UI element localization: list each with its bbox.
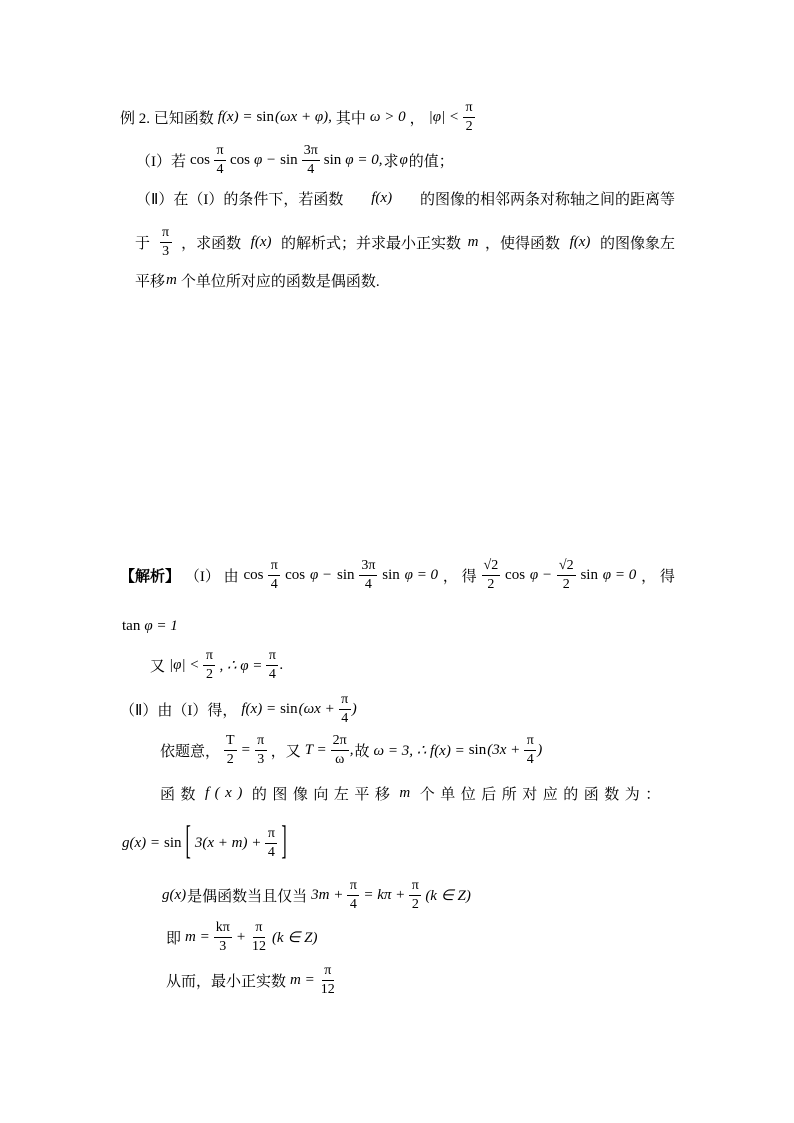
fraction-denominator: 3 — [219, 938, 227, 954]
fraction-numerator: π — [160, 225, 172, 243]
fraction — [250, 920, 268, 955]
math-expression: , — [349, 741, 354, 758]
fraction-denominator: 4 — [216, 161, 224, 177]
solution-line-5 — [160, 728, 542, 772]
math-function: sin — [337, 566, 355, 583]
math-expression: |φ| < — [169, 656, 200, 673]
fraction-numerator: π — [463, 100, 475, 118]
math-expression: 3m + — [311, 886, 344, 903]
math-function: sin — [164, 834, 182, 851]
fraction — [268, 558, 280, 593]
math-expression: + — [235, 928, 246, 945]
math-expression: φ = 0, — [345, 151, 383, 168]
fraction-denominator: 4 — [364, 576, 372, 592]
text-run: 的图像象左 — [599, 235, 675, 252]
math-expression: = — [240, 741, 251, 758]
text-run: 求 — [383, 153, 399, 170]
fraction-numerator: 3π — [359, 558, 377, 576]
math-expression: = kπ + — [363, 886, 406, 903]
fraction-numerator: π — [255, 733, 267, 751]
text-run: 函数 — [160, 786, 202, 803]
math-expression: m — [467, 233, 479, 250]
math-expression: |φ| < — [428, 108, 460, 125]
text-run: （I）若 — [136, 153, 186, 170]
question-line-3 — [136, 176, 675, 220]
text-run: 其中 — [335, 110, 366, 127]
math-function: cos — [285, 566, 306, 583]
text-run: 的图像的相邻两条对称轴之间的距离等 — [419, 191, 675, 208]
math-expression: φ − — [254, 151, 277, 168]
text-run: ， 得 — [641, 568, 675, 585]
math-expression: f(x) — [250, 233, 272, 250]
solution-line-7 — [122, 821, 287, 865]
fraction — [214, 920, 232, 955]
fraction-denominator: 4 — [349, 896, 357, 912]
fraction-numerator: π — [266, 648, 278, 666]
math-function: sin — [280, 151, 298, 168]
fraction — [482, 558, 501, 593]
math-expression: m = — [290, 971, 315, 988]
fraction — [265, 826, 277, 861]
fraction-denominator: 3 — [162, 243, 170, 259]
math-expression: 3(x + m) + — [194, 834, 262, 851]
math-expression: f(x) — [569, 233, 591, 250]
math-expression: ) — [537, 741, 543, 758]
math-function: cos — [243, 566, 264, 583]
fraction-numerator: kπ — [214, 920, 232, 938]
text-run: 的图像向左平移 — [251, 786, 396, 803]
solution-line-9 — [166, 915, 318, 959]
fraction-denominator: 12 — [251, 938, 266, 954]
math-function: sin — [382, 566, 400, 583]
fraction — [409, 878, 421, 913]
math-expression: m = — [185, 928, 210, 945]
math-expression: φ = 0 — [404, 566, 439, 583]
question-line-5 — [135, 258, 380, 302]
fraction — [160, 225, 172, 260]
math-expression: (3x + — [487, 741, 521, 758]
fraction-denominator: 3 — [257, 751, 265, 767]
math-function: cos — [230, 151, 250, 168]
fraction — [359, 558, 377, 593]
math-function: sin — [256, 108, 274, 125]
fraction-numerator: √2 — [482, 558, 501, 576]
fraction — [224, 733, 237, 768]
math-function: sin — [280, 700, 298, 717]
fraction-numerator: π — [265, 826, 277, 844]
math-expression: T = — [304, 741, 327, 758]
fraction-denominator: 4 — [267, 844, 275, 860]
fraction-numerator: π — [214, 143, 226, 161]
text-run: ， 得 — [442, 568, 477, 585]
math-expression: ) — [351, 700, 357, 717]
fraction-denominator: 12 — [320, 981, 335, 997]
fraction-numerator: T — [224, 733, 237, 751]
fraction — [266, 648, 278, 683]
fraction — [302, 143, 320, 178]
math-function: sin — [468, 741, 487, 758]
math-expression: (ωx + — [298, 700, 335, 717]
math-expression: f(x) = — [217, 108, 253, 125]
fraction-numerator: 2π — [331, 733, 349, 751]
solution-line-1 — [120, 553, 675, 597]
fraction-denominator: 4 — [270, 576, 278, 592]
text-run: 又 — [150, 658, 166, 675]
solution-line-10 — [166, 958, 337, 1002]
math-expression: (ωx + φ), — [274, 108, 332, 125]
fraction-numerator: √2 — [557, 558, 576, 576]
text-run: 例 2. 已知函数 — [120, 110, 214, 127]
fraction-numerator: π — [322, 963, 334, 981]
fraction-denominator: 2 — [226, 751, 234, 767]
fraction-numerator: π — [203, 648, 215, 666]
math-expression: (k ∈ Z) — [425, 887, 471, 904]
text-run: 平移 — [135, 273, 166, 290]
math-expression: , ∴ φ = — [219, 657, 263, 674]
text-run: （I） 由 — [184, 568, 239, 585]
question-line-1 — [120, 95, 475, 139]
math-function: cos — [505, 566, 526, 583]
solution-line-2 — [122, 604, 178, 648]
text-run: 于 — [135, 235, 151, 252]
math-function: sin — [580, 566, 598, 583]
fraction-numerator: π — [524, 733, 536, 751]
fraction-numerator: π — [409, 878, 421, 896]
text-run: ，使得函数 — [485, 235, 561, 252]
fraction — [214, 143, 226, 178]
math-expression: m — [399, 784, 416, 801]
text-run: ，又 — [270, 743, 301, 760]
math-expression: φ = 0 — [602, 566, 637, 583]
solution-line-8 — [162, 873, 471, 917]
fraction-numerator: π — [268, 558, 280, 576]
text-run: 即 — [166, 930, 182, 947]
fraction-denominator: 2 — [465, 118, 473, 134]
math-expression: φ — [399, 151, 408, 168]
text-run: 个单位后所对应的函数为： — [419, 786, 666, 803]
fraction — [463, 100, 475, 135]
text-run: ，求函数 — [181, 235, 242, 252]
fraction-numerator: π — [339, 692, 351, 710]
text-run: 依题意， — [160, 743, 221, 760]
fraction-numerator: π — [253, 920, 265, 938]
fraction — [347, 878, 359, 913]
fraction-denominator: ω — [335, 751, 345, 767]
solution-heading: 【解析】 — [120, 568, 181, 585]
fraction — [557, 558, 576, 593]
solution-line-4 — [120, 687, 357, 731]
text-run: （Ⅱ）在（I）的条件下，若函数 — [136, 191, 344, 208]
fraction-denominator: 2 — [205, 666, 213, 682]
solution-line-3 — [150, 643, 283, 687]
fraction — [255, 733, 267, 768]
text-run: ， — [409, 110, 425, 127]
fraction-denominator: 4 — [268, 666, 276, 682]
fraction-denominator: 2 — [562, 576, 570, 592]
fraction-numerator: π — [347, 878, 359, 896]
fraction — [339, 692, 351, 727]
fraction — [203, 648, 215, 683]
fraction-denominator: 4 — [307, 161, 315, 177]
text-run: 的解析式；并求最小正实数 — [281, 235, 462, 252]
fraction-numerator: 3π — [302, 143, 320, 161]
math-expression: g(x) — [162, 886, 187, 903]
text-run: 个单位所对应的函数是偶函数. — [180, 273, 380, 290]
left-bracket: [ — [185, 820, 191, 863]
fraction-denominator: 4 — [526, 751, 534, 767]
right-bracket: ] — [281, 820, 287, 863]
text-run: （Ⅱ）由（I）得， — [120, 702, 238, 719]
math-expression: f(x) = — [241, 700, 277, 717]
math-expression: g(x) = — [122, 834, 161, 851]
text-run: 故 — [354, 743, 370, 760]
text-run: . — [279, 656, 284, 673]
math-expression: f(x) — [205, 784, 248, 801]
fraction — [524, 733, 536, 768]
math-expression: m — [166, 271, 177, 288]
math-function: tan — [122, 617, 141, 634]
fraction-denominator: 4 — [341, 710, 349, 726]
fraction-denominator: 2 — [487, 576, 495, 592]
math-function: sin — [323, 151, 342, 168]
fraction-denominator: 2 — [411, 896, 419, 912]
fraction — [319, 963, 337, 998]
math-expression: φ = 1 — [144, 617, 178, 634]
math-function: cos — [190, 151, 210, 168]
text-run: 是偶函数当且仅当 — [187, 888, 308, 905]
text-run: 的值； — [408, 153, 454, 170]
math-expression: f(x) — [371, 189, 393, 206]
math-expression: φ − — [309, 566, 333, 583]
solution-line-6 — [160, 771, 666, 815]
math-expression: ω = 3, ∴ f(x) = — [373, 742, 465, 759]
math-expression: (k ∈ Z) — [271, 929, 318, 946]
math-expression: φ − — [529, 566, 553, 583]
text-run: 从而，最小正实数 — [166, 973, 287, 990]
fraction — [331, 733, 349, 768]
math-expression: ω > 0 — [369, 108, 406, 125]
